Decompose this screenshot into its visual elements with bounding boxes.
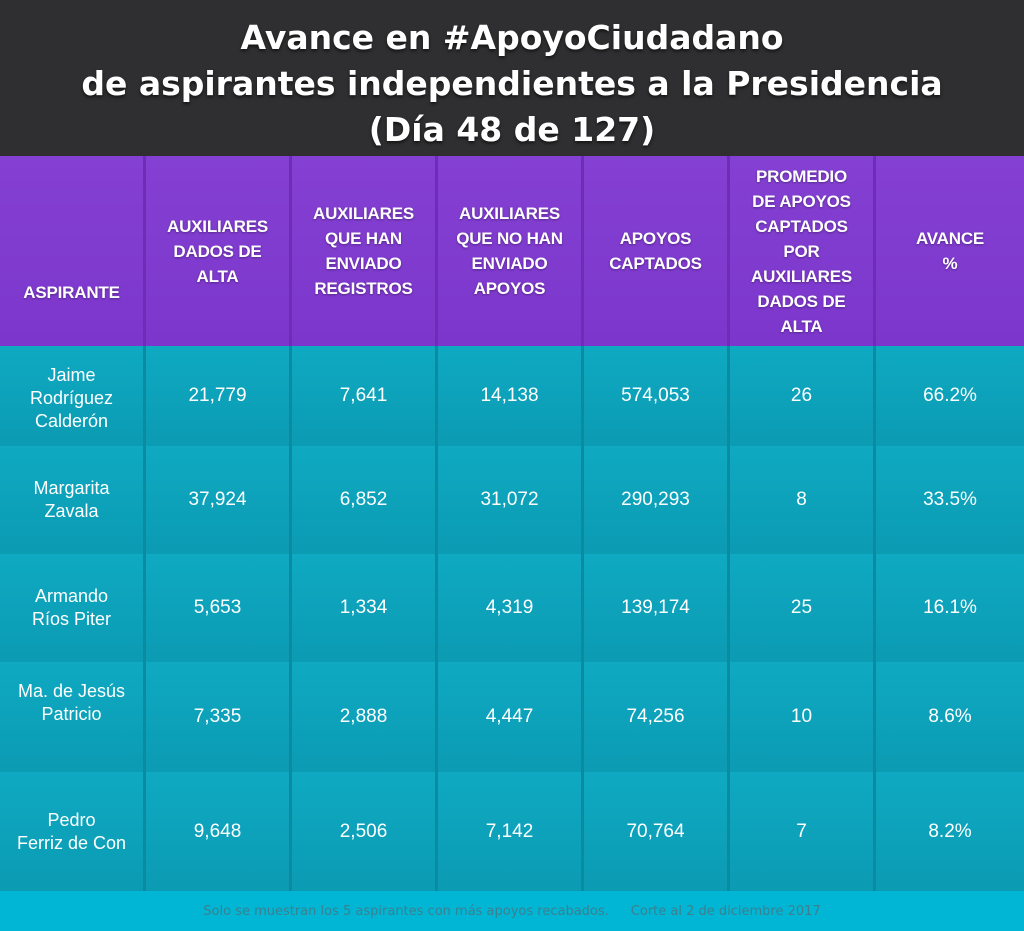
title-line-3: (Día 48 de 127) [368, 110, 656, 149]
header-aspirante: ASPIRANTE [0, 156, 146, 346]
row-5-promedio: 7 [730, 772, 876, 891]
row-2-auxiliares-alta: 37,924 [146, 446, 292, 554]
row-1-registros: 7,641 [292, 346, 438, 446]
row-2-apoyos: 290,293 [584, 446, 730, 554]
row-3-avance: 16.1% [876, 554, 1024, 662]
footer-note: Solo se muestran los 5 aspirantes con más apoyos recabados. [203, 903, 609, 919]
row-4-no-apoyos: 4,447 [438, 662, 584, 772]
row-3-registros: 1,334 [292, 554, 438, 662]
row-5-apoyos: 70,764 [584, 772, 730, 891]
row-3-no-apoyos: 4,319 [438, 554, 584, 662]
header-apoyos-captados: APOYOS CAPTADOS [584, 156, 730, 346]
title-band [0, 0, 1024, 160]
row-3-apoyos: 139,174 [584, 554, 730, 662]
row-2-registros: 6,852 [292, 446, 438, 554]
row-4-aspirante: Ma. de Jesús Patricio [0, 662, 146, 772]
row-1-promedio: 26 [730, 346, 876, 446]
row-5-registros: 2,506 [292, 772, 438, 891]
row-5-no-apoyos: 7,142 [438, 772, 584, 891]
row-2-avance: 33.5% [876, 446, 1024, 554]
header-auxiliares-registros: AUXILIARES QUE HAN ENVIADO REGISTROS [292, 156, 438, 346]
row-1-no-apoyos: 14,138 [438, 346, 584, 446]
header-promedio: PROMEDIO DE APOYOS CAPTADOS POR AUXILIARES DADOS DE ALTA [730, 156, 876, 346]
header-auxiliares-no-apoyos: AUXILIARES QUE NO HAN ENVIADO APOYOS [438, 156, 584, 346]
row-3-auxiliares-alta: 5,653 [146, 554, 292, 662]
row-1-aspirante: Jaime Rodríguez Calderón [0, 346, 146, 446]
row-5-avance: 8.2% [876, 772, 1024, 891]
row-2-no-apoyos: 31,072 [438, 446, 584, 554]
row-4-avance: 8.6% [876, 662, 1024, 772]
row-3-aspirante: Armando Ríos Piter [0, 554, 146, 662]
header-auxiliares-alta: AUXILIARES DADOS DE ALTA [146, 156, 292, 346]
row-1-apoyos: 574,053 [584, 346, 730, 446]
footer-cutoff: Corte al 2 de diciembre 2017 [630, 903, 821, 919]
row-4-auxiliares-alta: 7,335 [146, 662, 292, 772]
row-4-apoyos: 74,256 [584, 662, 730, 772]
header-avance: AVANCE % [876, 156, 1024, 346]
title-line-2: de aspirantes independientes a la Presidencia [81, 64, 943, 103]
row-4-registros: 2,888 [292, 662, 438, 772]
row-5-auxiliares-alta: 9,648 [146, 772, 292, 891]
row-2-aspirante: Margarita Zavala [0, 446, 146, 554]
row-2-promedio: 8 [730, 446, 876, 554]
row-4-promedio: 10 [730, 662, 876, 772]
title-line-1: Avance en #ApoyoCiudadano [240, 18, 784, 57]
row-1-auxiliares-alta: 21,779 [146, 346, 292, 446]
row-5-aspirante: Pedro Ferriz de Con [0, 772, 146, 891]
footer-band [0, 891, 1024, 931]
row-1-avance: 66.2% [876, 346, 1024, 446]
data-table [0, 156, 1024, 891]
row-3-promedio: 25 [730, 554, 876, 662]
